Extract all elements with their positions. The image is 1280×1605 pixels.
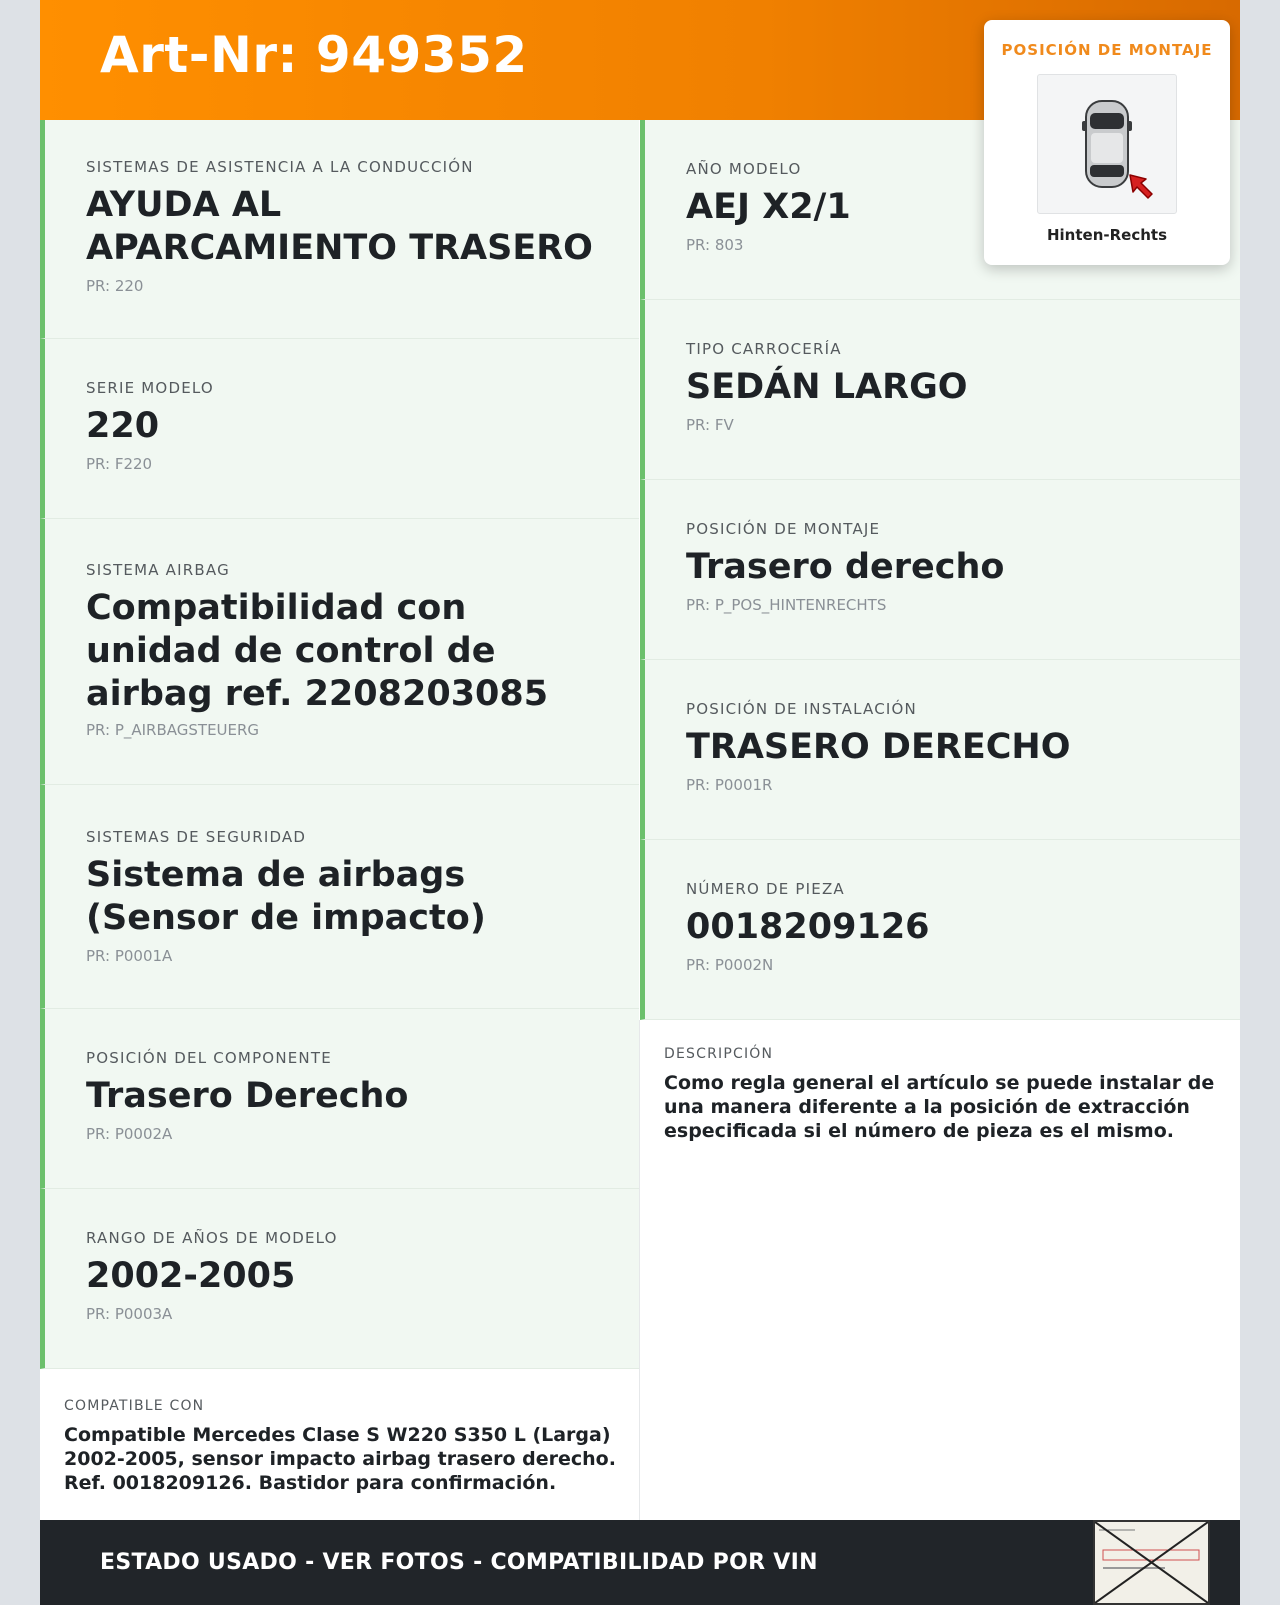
description-section [640, 1020, 1240, 1520]
spec-pr-code: PR: P0002A [86, 1125, 173, 1143]
spec-pr-code: PR: 220 [86, 277, 144, 295]
spec-value: Sistema de airbags (Sensor de impacto) [86, 855, 486, 938]
spec-value: TRASERO DERECHO [686, 727, 1071, 767]
spec-label: SERIE MODELO [86, 379, 214, 397]
spec-cell-safety-systems [40, 785, 639, 1009]
spec-pr-code: PR: P_AIRBAGSTEUERG [86, 721, 260, 739]
spec-label: SISTEMAS DE SEGURIDAD [86, 828, 307, 846]
spec-value: 0018209126 [686, 907, 930, 947]
spec-pr-code: PR: P0001A [86, 947, 173, 965]
compatible-text: Compatible Mercedes Clase S W220 S350 L (Larga) 2002-2005, sensor impacto airbag trasero derecho. Ref. 0018209126. Bastidor para confirmación. [64, 1424, 616, 1494]
spec-value: Trasero derecho [686, 547, 1005, 587]
spec-pr-code: PR: P_POS_HINTENRECHTS [686, 596, 887, 614]
spec-label: POSICIÓN DE INSTALACIÓN [686, 700, 917, 718]
spec-value: Compatibilidad con unidad de control de airbag ref. 2208203085 [86, 588, 549, 714]
document-stamp-icon [1093, 1520, 1210, 1605]
description-text: Como regla general el artículo se puede instalar de una manera diferente a la posición de extracción especificada si el número de pieza es el mismo. [664, 1072, 1215, 1142]
spec-cell-mounting-position [640, 480, 1240, 660]
footer-bar [40, 1520, 1240, 1605]
page [40, 0, 1240, 1605]
spec-label: POSICIÓN DEL COMPONENTE [86, 1049, 332, 1067]
red-arrow-icon [1124, 169, 1164, 209]
footer-text: ESTADO USADO - VER FOTOS - COMPATIBILIDAD POR VIN [100, 1550, 818, 1575]
spec-value: 2002-2005 [86, 1256, 296, 1296]
spec-cell-component-position [40, 1009, 639, 1189]
mounting-position-card [984, 20, 1230, 265]
spec-label: AÑO MODELO [686, 160, 802, 178]
car-diagram-box [1037, 74, 1177, 214]
spec-value: AEJ X2/1 [686, 187, 851, 227]
mounting-card-title: POSICIÓN DE MONTAJE [1001, 41, 1213, 59]
spec-pr-code: PR: F220 [86, 455, 153, 473]
spec-cell-body-type [640, 300, 1240, 480]
spec-cell-installation-position [640, 660, 1240, 840]
mounting-card-caption: Hinten-Rechts [1046, 226, 1167, 244]
spec-pr-code: PR: P0003A [86, 1305, 173, 1323]
spec-value: Trasero Derecho [86, 1076, 409, 1116]
compatible-label: COMPATIBLE CON [64, 1398, 205, 1414]
spec-label: RANGO DE AÑOS DE MODELO [86, 1229, 338, 1247]
spec-cell-airbag-system [40, 519, 639, 785]
spec-value: SEDÁN LARGO [686, 367, 968, 407]
spec-cell-part-number [640, 840, 1240, 1020]
spec-label: SISTEMAS DE ASISTENCIA A LA CONDUCCIÓN [86, 158, 474, 176]
spec-pr-code: PR: FV [686, 416, 734, 434]
spec-label: TIPO CARROCERÍA [686, 340, 842, 358]
spec-label: NÚMERO DE PIEZA [686, 880, 845, 898]
compatible-section [40, 1374, 639, 1520]
spec-label: POSICIÓN DE MONTAJE [686, 520, 881, 538]
spec-label: SISTEMA AIRBAG [86, 561, 230, 579]
left-spec-column [40, 120, 639, 1369]
spec-value: AYUDA AL APARCAMIENTO TRASERO [86, 185, 593, 268]
spec-pr-code: PR: P0001R [686, 776, 773, 794]
description-label: DESCRIPCIÓN [664, 1046, 774, 1062]
spec-value: 220 [86, 406, 160, 446]
article-number-title: Art-Nr: 949352 [100, 26, 528, 84]
spec-cell-model-years [40, 1189, 639, 1369]
spec-cell-model-series [40, 339, 639, 519]
spec-pr-code: PR: P0002N [686, 956, 774, 974]
spec-pr-code: PR: 803 [686, 236, 744, 254]
spec-cell-assistance [40, 120, 639, 339]
